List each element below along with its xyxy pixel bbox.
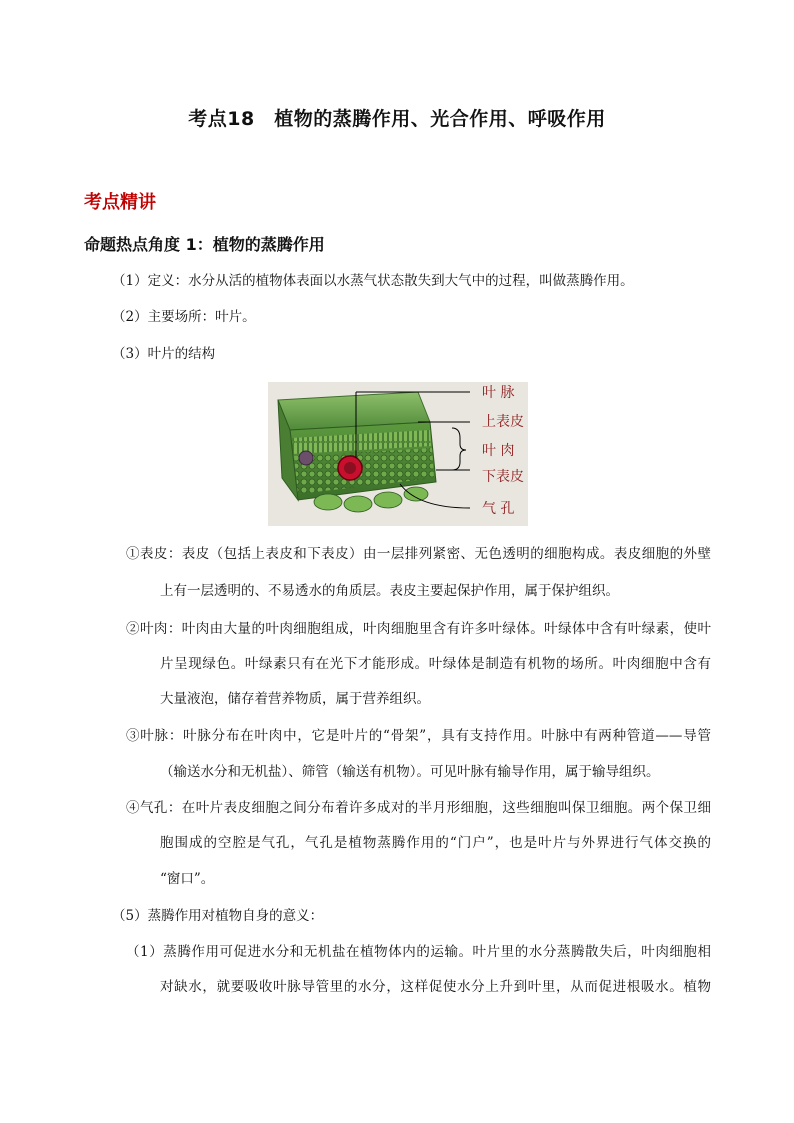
- label-upper-epidermis: 上表皮: [482, 414, 524, 430]
- structure-heading: （3）叶片的结构: [112, 346, 216, 362]
- mesophyll-line-3: 大量液泡，储存着营养物质，属于营养组织。: [160, 691, 430, 707]
- label-stoma: 气 孔: [482, 501, 515, 517]
- topic-subheading: 命题热点角度 1：植物的蒸腾作用: [84, 235, 325, 254]
- epidermis-line-2: 上有一层透明的、不易透水的角质层。表皮主要起保护作用，属于保护组织。: [160, 583, 619, 599]
- mesophyll-line-2: 片呈现绿色。叶绿素只有在光下才能形成。叶绿体是制造有机物的场所。叶肉细胞中含有: [160, 656, 711, 672]
- vein-line-1: ③叶脉：叶脉分布在叶肉中，它是叶片的“骨架”，具有支持作用。叶脉中有两种管道——导管: [126, 728, 711, 744]
- stoma-line-3: “窗口”。: [160, 871, 215, 887]
- significance-p1-line-1: （1）蒸腾作用可促进水分和无机盐在植物体内的运输。叶片里的水分蒸腾散失后，叶肉细胞相: [126, 944, 711, 960]
- significance-heading: （5）蒸腾作用对植物自身的意义：: [112, 908, 324, 924]
- significance-p1-line-2: 对缺水，就要吸收叶脉导管里的水分，这样促使水分上升到叶里，从而促进根吸水。植物: [160, 979, 711, 995]
- leaf-structure-figure: [268, 382, 528, 526]
- section-heading: 考点精讲: [84, 192, 156, 213]
- label-mesophyll: 叶 肉: [482, 443, 515, 459]
- page-title: 考点18 植物的蒸腾作用、光合作用、呼吸作用: [188, 108, 606, 130]
- location-text: （2）主要场所：叶片。: [112, 309, 256, 325]
- label-vein: 叶 脉: [482, 385, 515, 401]
- epidermis-line-1: ①表皮：表皮（包括上表皮和下表皮）由一层排列紧密、无色透明的细胞构成。表皮细胞的外壁: [126, 546, 711, 562]
- mesophyll-line-1: ②叶肉：叶肉由大量的叶肉细胞组成，叶肉细胞里含有许多叶绿体。叶绿体中含有叶绿素，使叶: [126, 621, 711, 637]
- stoma-line-1: ④气孔：在叶片表皮细胞之间分布着许多成对的半月形细胞，这些细胞叫保卫细胞。两个保卫细: [126, 800, 711, 816]
- vein-line-2: （输送水分和无机盐）、筛管（输送有机物）。可见叶脉有输导作用，属于输导组织。: [160, 764, 660, 780]
- stoma-line-2: 胞围成的空腔是气孔，气孔是植物蒸腾作用的“门户”，也是叶片与外界进行气体交换的: [160, 835, 711, 851]
- label-lower-epidermis: 下表皮: [482, 469, 524, 485]
- definition-text: （1）定义：水分从活的植物体表面以水蒸气状态散失到大气中的过程，叫做蒸腾作用。: [112, 273, 634, 289]
